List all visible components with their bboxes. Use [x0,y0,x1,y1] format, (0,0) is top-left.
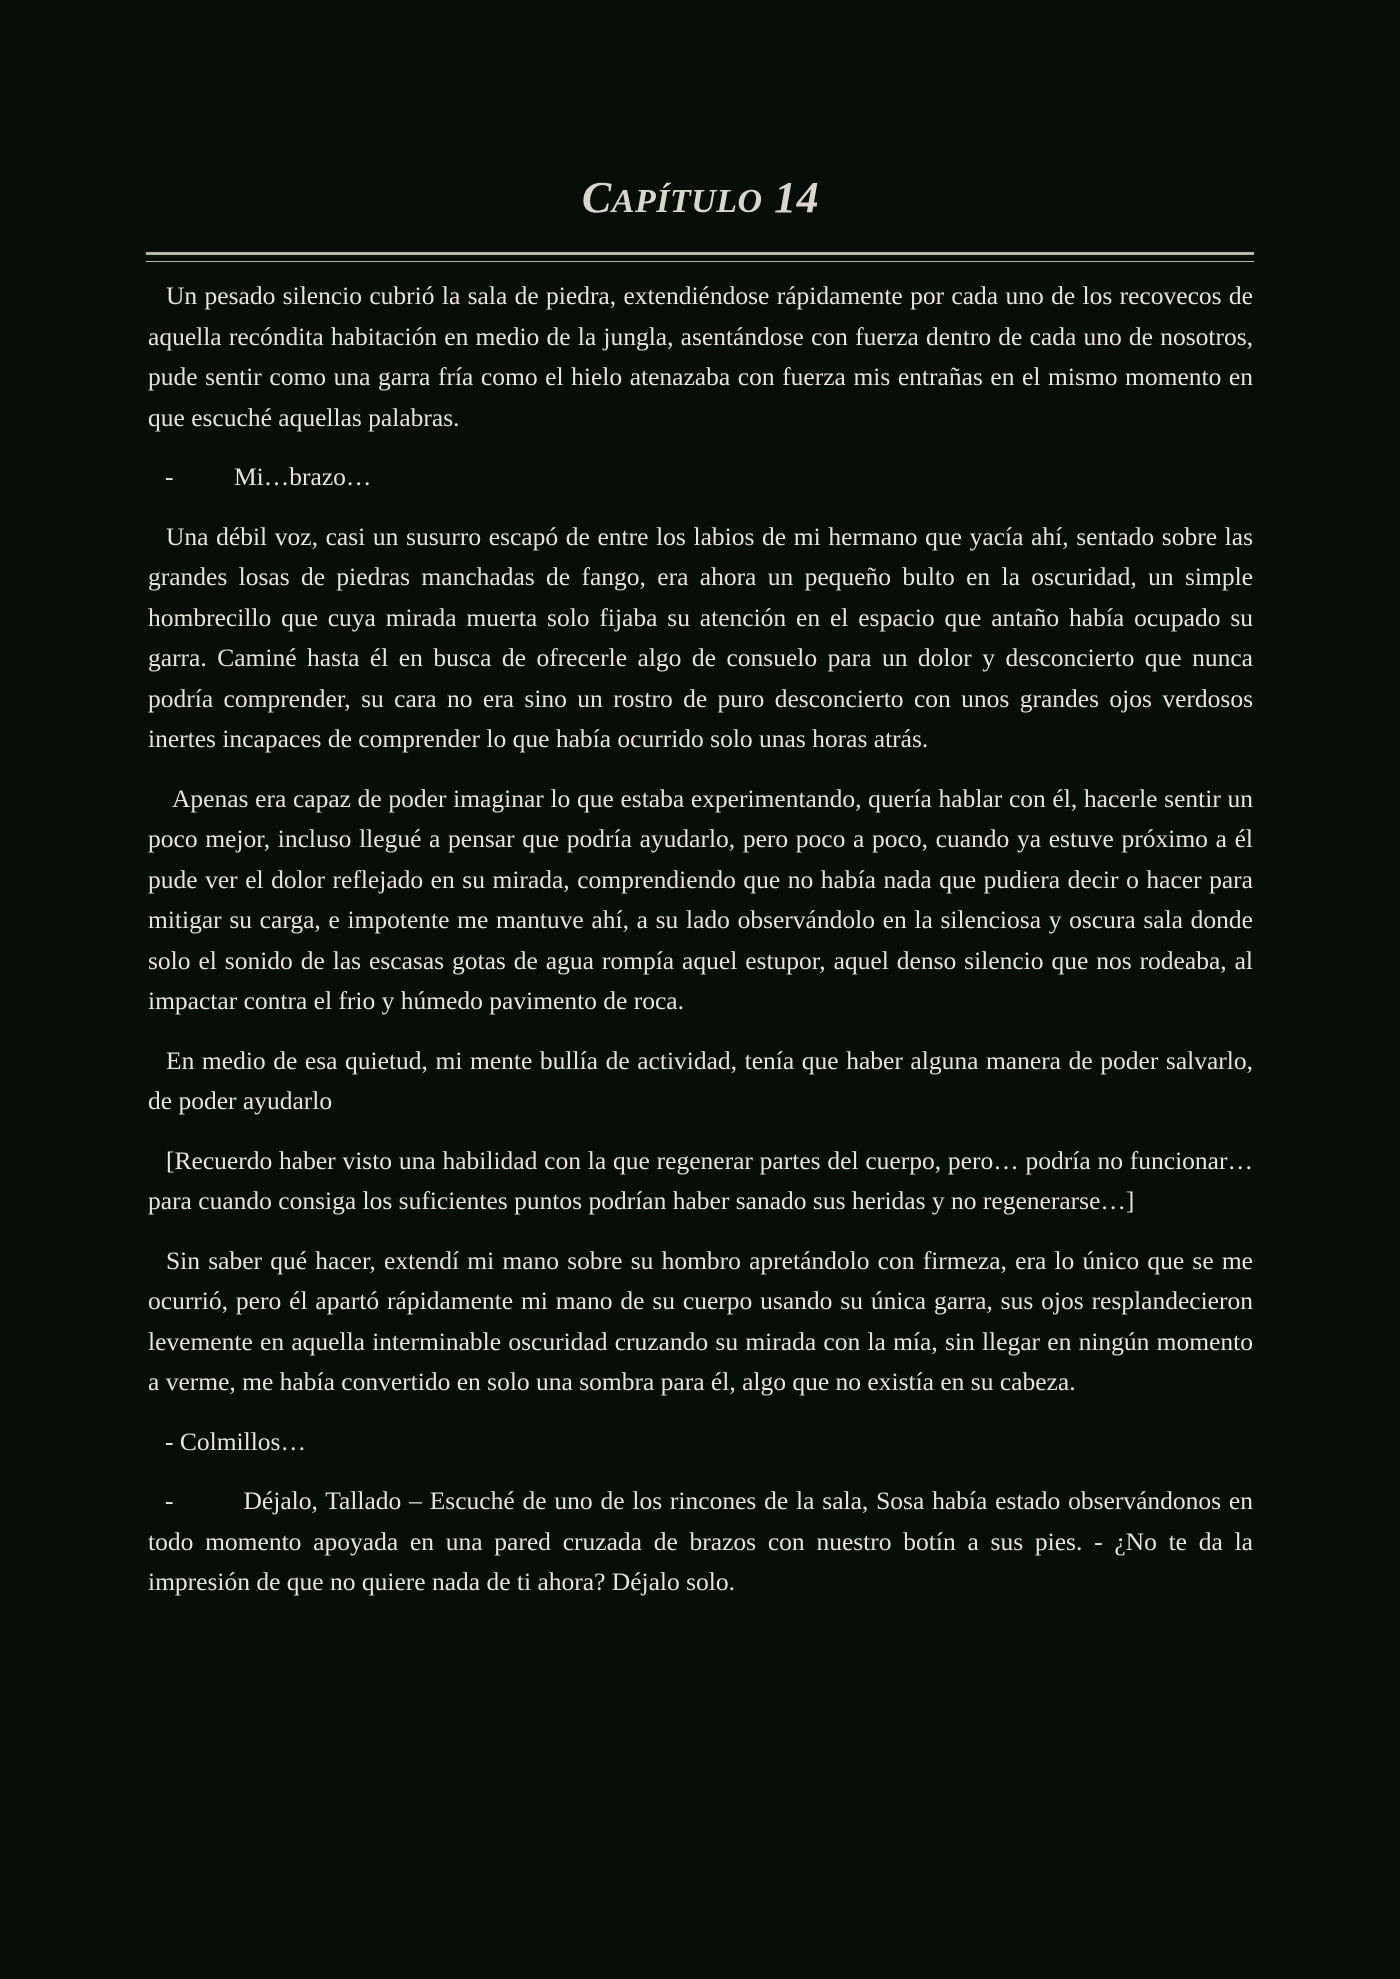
chapter-body [148,276,1253,1603]
chapter-number: 14 [774,173,820,222]
paragraph-7 [148,1481,1253,1603]
dialogue-line-1 [148,457,1253,498]
chapter-title [148,168,1253,232]
dialogue-line-2 [148,1422,1253,1463]
title-divider [146,252,1254,262]
dialogue-text: Mi…brazo… [234,462,372,491]
paragraph-2: Una débil voz, casi un susurro escapó de entre los labios de mi hermano que yacía ahí, sentado sobre las grandes losas de piedras manchadas de fango, era ahora un pequeño bulto en la oscuridad, un simple hombrecillo que cuya mirada muerta solo fijaba su atención en el espacio que antaño había ocupado su garra. Caminé hasta él en busca de ofrecerle algo de consuelo para un dolor y desconcierto que nunca podría comprender, su cara no era sino un rostro de puro desconcierto con unos grandes ojos verdosos inertes incapaces de comprender lo que había ocurrido solo unas horas atrás. [148,521,1253,753]
paragraph-6: Sin saber qué hacer, extendí mi mano sobre su hombro apretándolo con firmeza, era lo único que se me ocurrió, pero él apartó rápidamente mi mano de su cuerpo usando su única garra, sus ojos resplandecieron levemente en aquella interminable oscuridad cruzando su mirada con la mía, sin llegar en ningún momento a verme, me había convertido en solo una sombra para él, algo que no existía en su cabeza. [148,1245,1253,1396]
paragraph-4: En medio de esa quietud, mi mente bullía de actividad, tenía que haber alguna manera de poder salvarlo, de poder ayudarlo [148,1045,1253,1115]
chapter-title-word: APÍTULO [611,183,763,220]
chapter-title-initial: C [581,173,612,222]
dialogue-dash: - [165,462,174,491]
book-page [148,160,1253,1622]
paragraph-3: Apenas era capaz de poder imaginar lo que estaba experimentando, quería hablar con él, hacerle sentir un poco mejor, incluso llegué a pensar que podría ayudarlo, pero poco a poco, cuando ya estuve próximo a él pude ver el dolor reflejado en su mirada, comprendiendo que no había nada que pudiera decir o hacer para mitigar su carga, e impotente me mantuve ahí, a su lado observándolo en la silenciosa y oscura sala donde solo el sonido de las escasas gotas de agua rompía aquel estupor, aquel denso silencio que nos rodeaba, al impactar contra el frio y húmedo pavimento de roca. [148,783,1253,1015]
dialogue-text: - Colmillos… [165,1426,306,1456]
paragraph-7-text: Déjalo, Tallado – Escuché de uno de los rincones de la sala, Sosa había estado observándonos en todo momento apoyada en una pared cruzada de brazos con nuestro botín a sus pies. - ¿No te da la impresión de que no quiere nada de ti ahora? Déjalo solo. [148,1486,1253,1596]
dialogue-dash: - [165,1486,174,1515]
paragraph-1: Un pesado silencio cubrió la sala de piedra, extendiéndose rápidamente por cada uno de los recovecos de aquella recóndita habitación en medio de la jungla, asentándose con fuerza dentro de cada uno de nosotros, pude sentir como una garra fría como el hielo atenazaba con fuerza mis entrañas en el mismo momento en que escuché aquellas palabras. [148,281,1253,432]
paragraph-5: [Recuerdo haber visto una habilidad con la que regenerar partes del cuerpo, pero… podría no funcionar… para cuando consiga los suficientes puntos podrían haber sanado sus heridas y no regenerarse…] [148,1145,1253,1215]
